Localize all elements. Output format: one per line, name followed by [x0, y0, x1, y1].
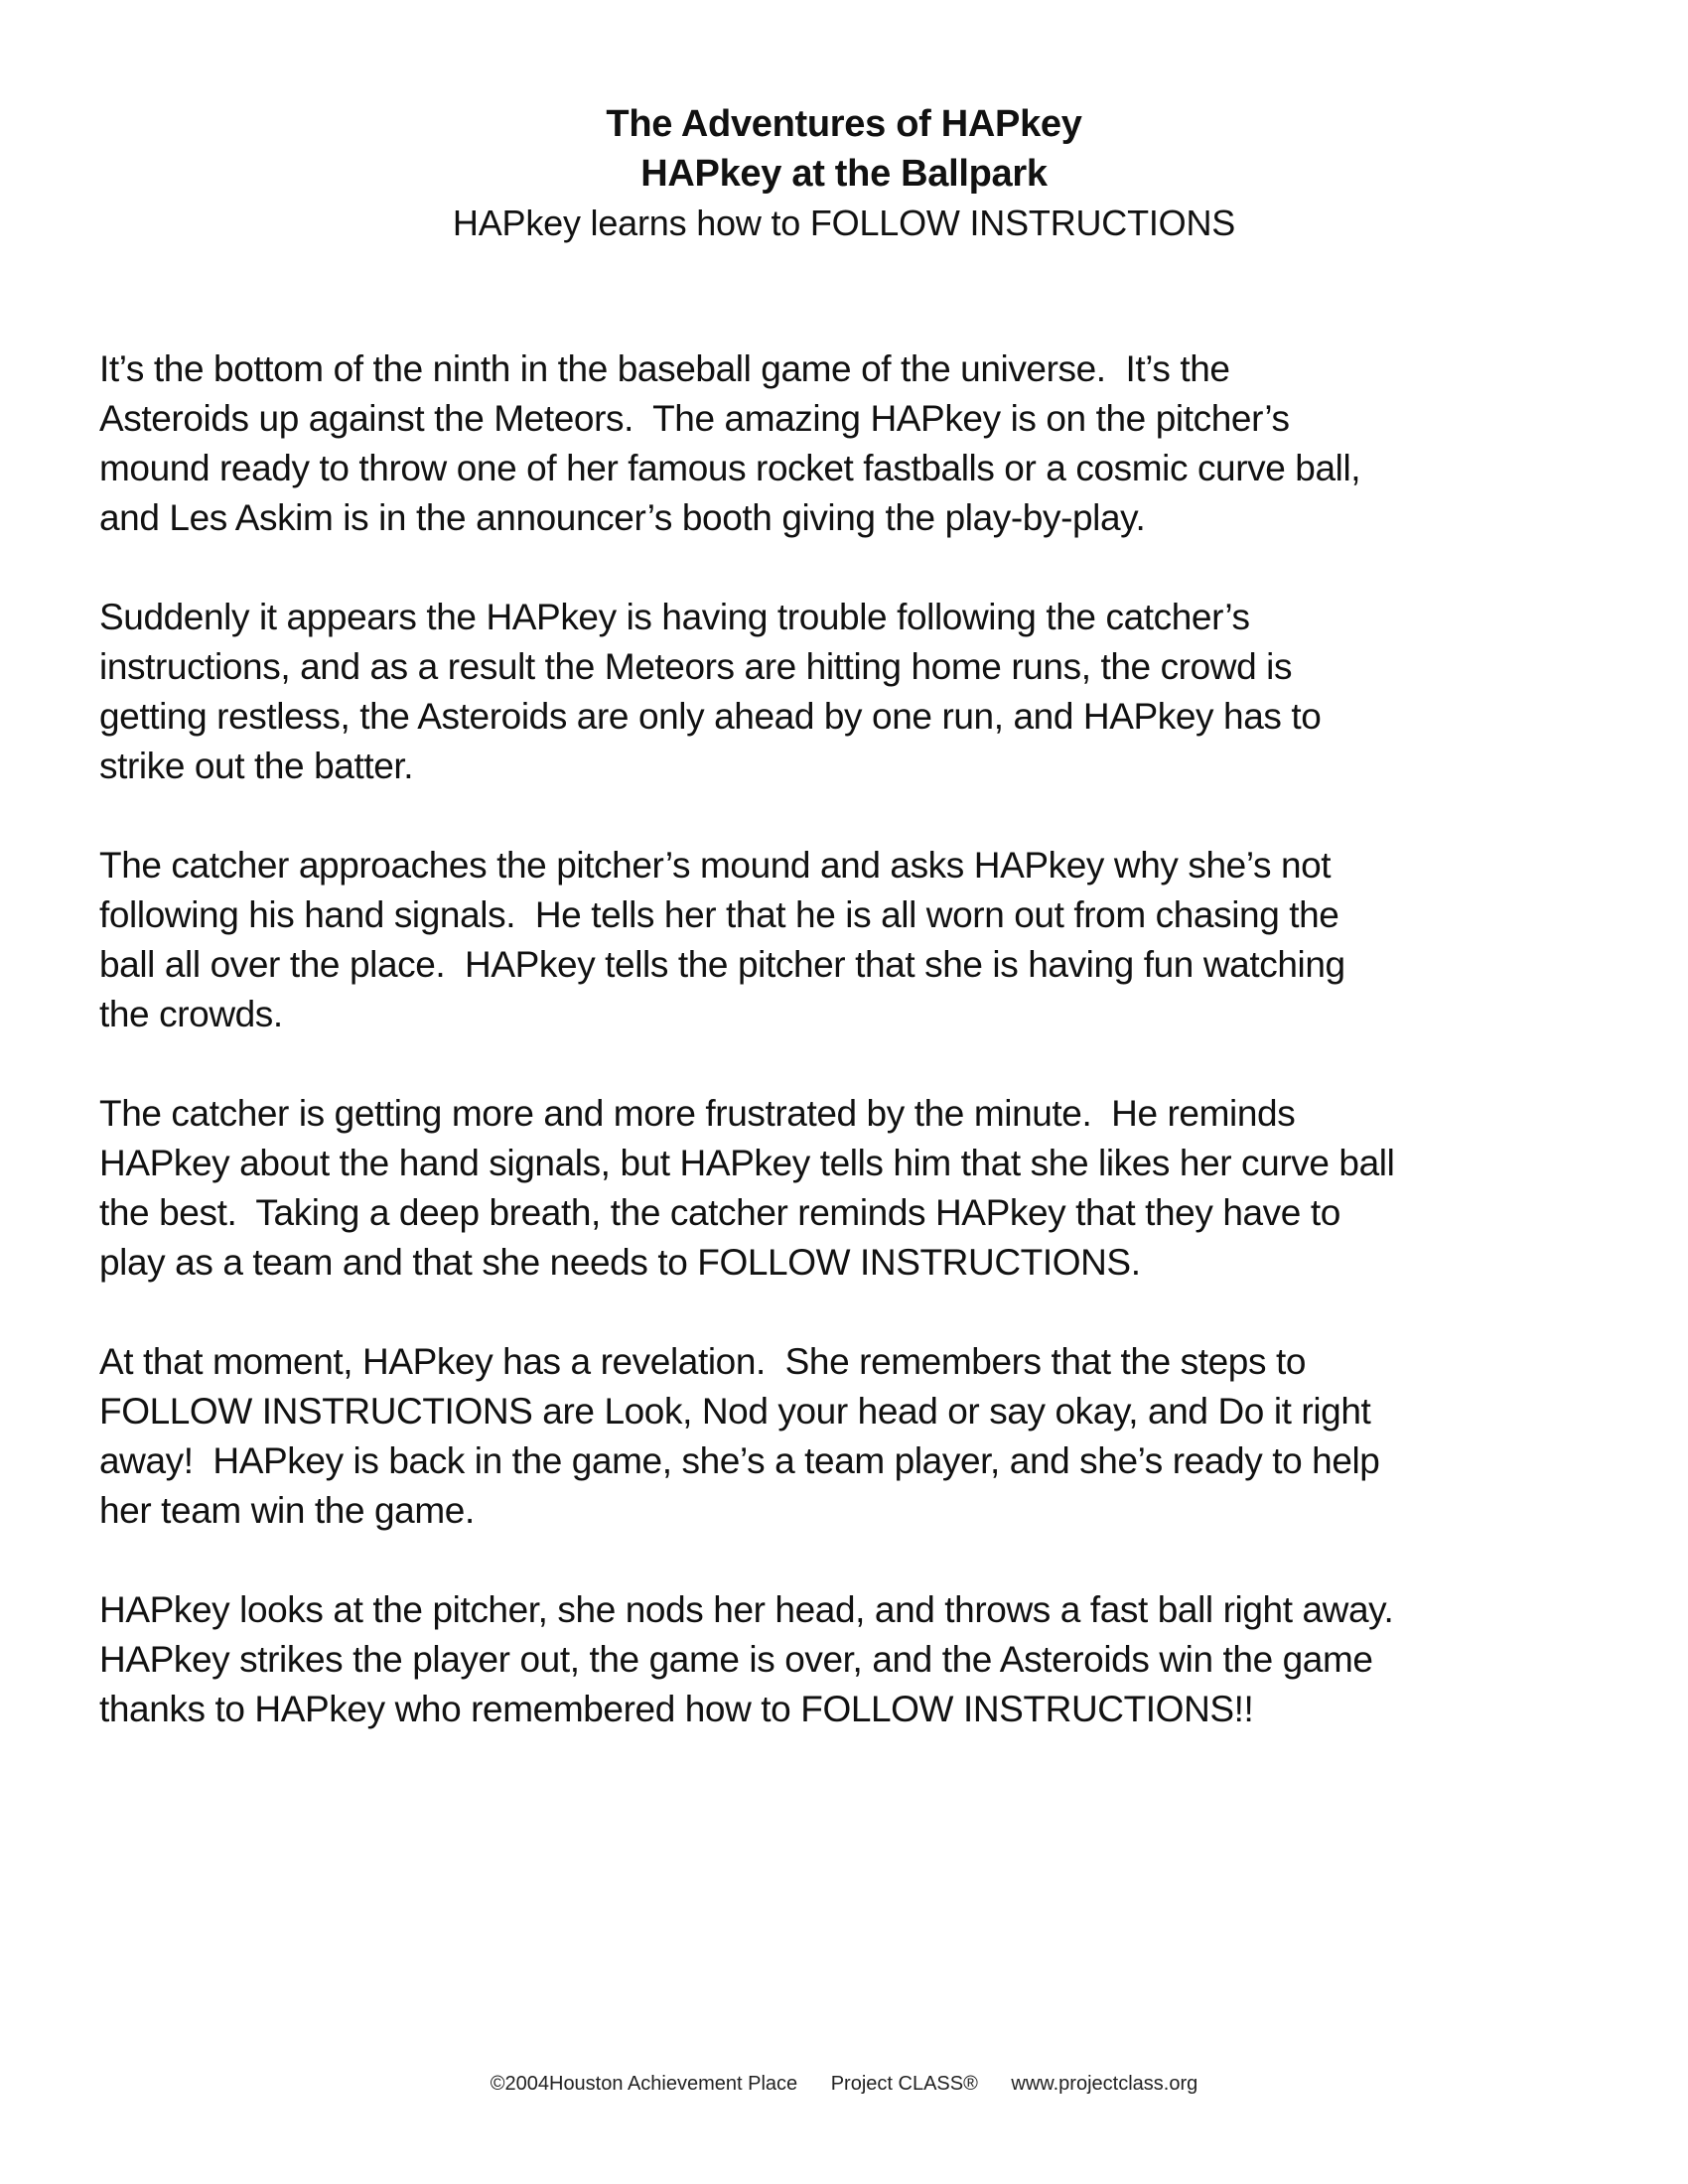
series-title: The Adventures of HAPkey	[606, 103, 1082, 145]
episode-title: HAPkey at the Ballpark	[640, 153, 1048, 195]
footer-project: Project CLASS®	[830, 2073, 978, 2095]
story-paragraph-2: Suddenly it appears the HAPkey is having trouble following the catcher’s instructions, and as a result the Meteors are hitting home runs, the crowd is getting restless, the Asteroids are only ahead by one run, and HAPkey has to strike out the batter.	[99, 597, 1322, 786]
story-body	[99, 344, 1609, 1784]
story-paragraph-4: The catcher is getting more and more frustrated by the minute. He reminds HAPkey about the hand signals, but HAPkey tells him that she likes her curve ball the best. Taking a deep breath, the catcher reminds HAPkey that they have to play as a team and that she needs to FOLLOW INSTRUCTIONS.	[99, 1093, 1395, 1283]
story-paragraph-3: The catcher approaches the pitcher’s mound and asks HAPkey why she’s not following his hand signals. He tells her that he is all worn out from chasing the ball all over the place. HAPkey tells the pitcher that she is having fun watching the crowds.	[99, 845, 1345, 1034]
story-paragraph-5: At that moment, HAPkey has a revelation. She remembers that the steps to FOLLOW INSTRUCTIONS are Look, Nod your head or say okay, and Do it right away! HAPkey is back in the game, she’s a team player, and she’s ready to help her team win the game.	[99, 1341, 1380, 1531]
document-header	[0, 99, 1688, 248]
footer-copyright: ©2004Houston Achievement Place	[490, 2073, 798, 2095]
footer-website: www.projectclass.org	[1011, 2073, 1198, 2095]
page-footer	[0, 2071, 1688, 2097]
lesson-line: HAPkey learns how to FOLLOW INSTRUCTIONS	[452, 203, 1236, 243]
story-paragraph-6: HAPkey looks at the pitcher, she nods her head, and throws a fast ball right away. HAPkey strikes the player out, the game is over, and the Asteroids win the game thanks to HAPkey who remembered how to FOLLOW INSTRUCTIONS!!	[99, 1589, 1394, 1729]
story-paragraph-1: It’s the bottom of the ninth in the baseball game of the universe. It’s the Asteroids up against the Meteors. The amazing HAPkey is on the pitcher’s mound ready to throw one of her famous rocket fastballs or a cosmic curve ball, and Les Askim is in the announcer’s booth giving the play-by-play.	[99, 348, 1361, 538]
